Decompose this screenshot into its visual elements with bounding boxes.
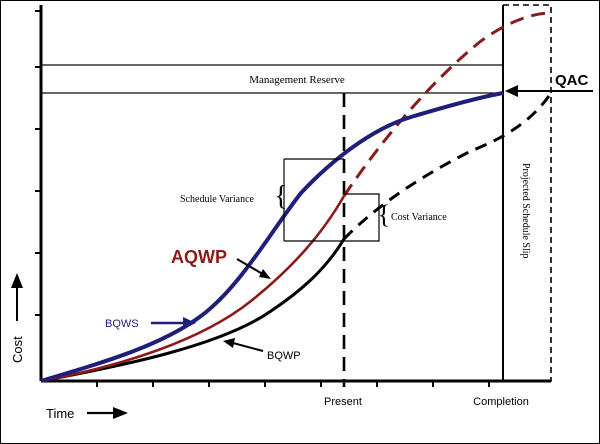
aqwp-label: AQWP <box>171 247 227 267</box>
present-label: Present <box>324 396 362 408</box>
bqws-curve <box>41 93 503 381</box>
cost-variance-label: Cost Variance <box>391 212 447 223</box>
aqwp-arrow-head <box>259 269 271 279</box>
qac-label: QAC <box>555 72 589 89</box>
bqwp-arrow-line <box>233 343 263 351</box>
management-reserve-label: Management Reserve <box>249 74 345 86</box>
schedule-variance-box <box>284 159 344 241</box>
diagram-canvas <box>1 1 599 443</box>
bqwp-projected-curve <box>344 93 551 239</box>
time-axis-arrow-head <box>113 407 128 419</box>
bqwp-label: BQWP <box>267 350 301 362</box>
completion-label: Completion <box>473 396 529 408</box>
schedule-variance-brace: { <box>274 181 288 212</box>
projected-schedule-slip-label: Projected Schedule Slip <box>520 163 531 259</box>
bqwp-arrow-head <box>223 338 235 348</box>
qac-arrow-head <box>505 85 518 97</box>
time-axis-label: Time <box>46 406 75 421</box>
bqws-label: BQWS <box>105 318 139 330</box>
schedule-variance-label: Schedule Variance <box>180 194 254 205</box>
cost-axis-arrow-head <box>11 273 23 288</box>
cost-axis-label: Cost <box>10 336 25 363</box>
cost-variance-brace: { <box>377 200 391 229</box>
